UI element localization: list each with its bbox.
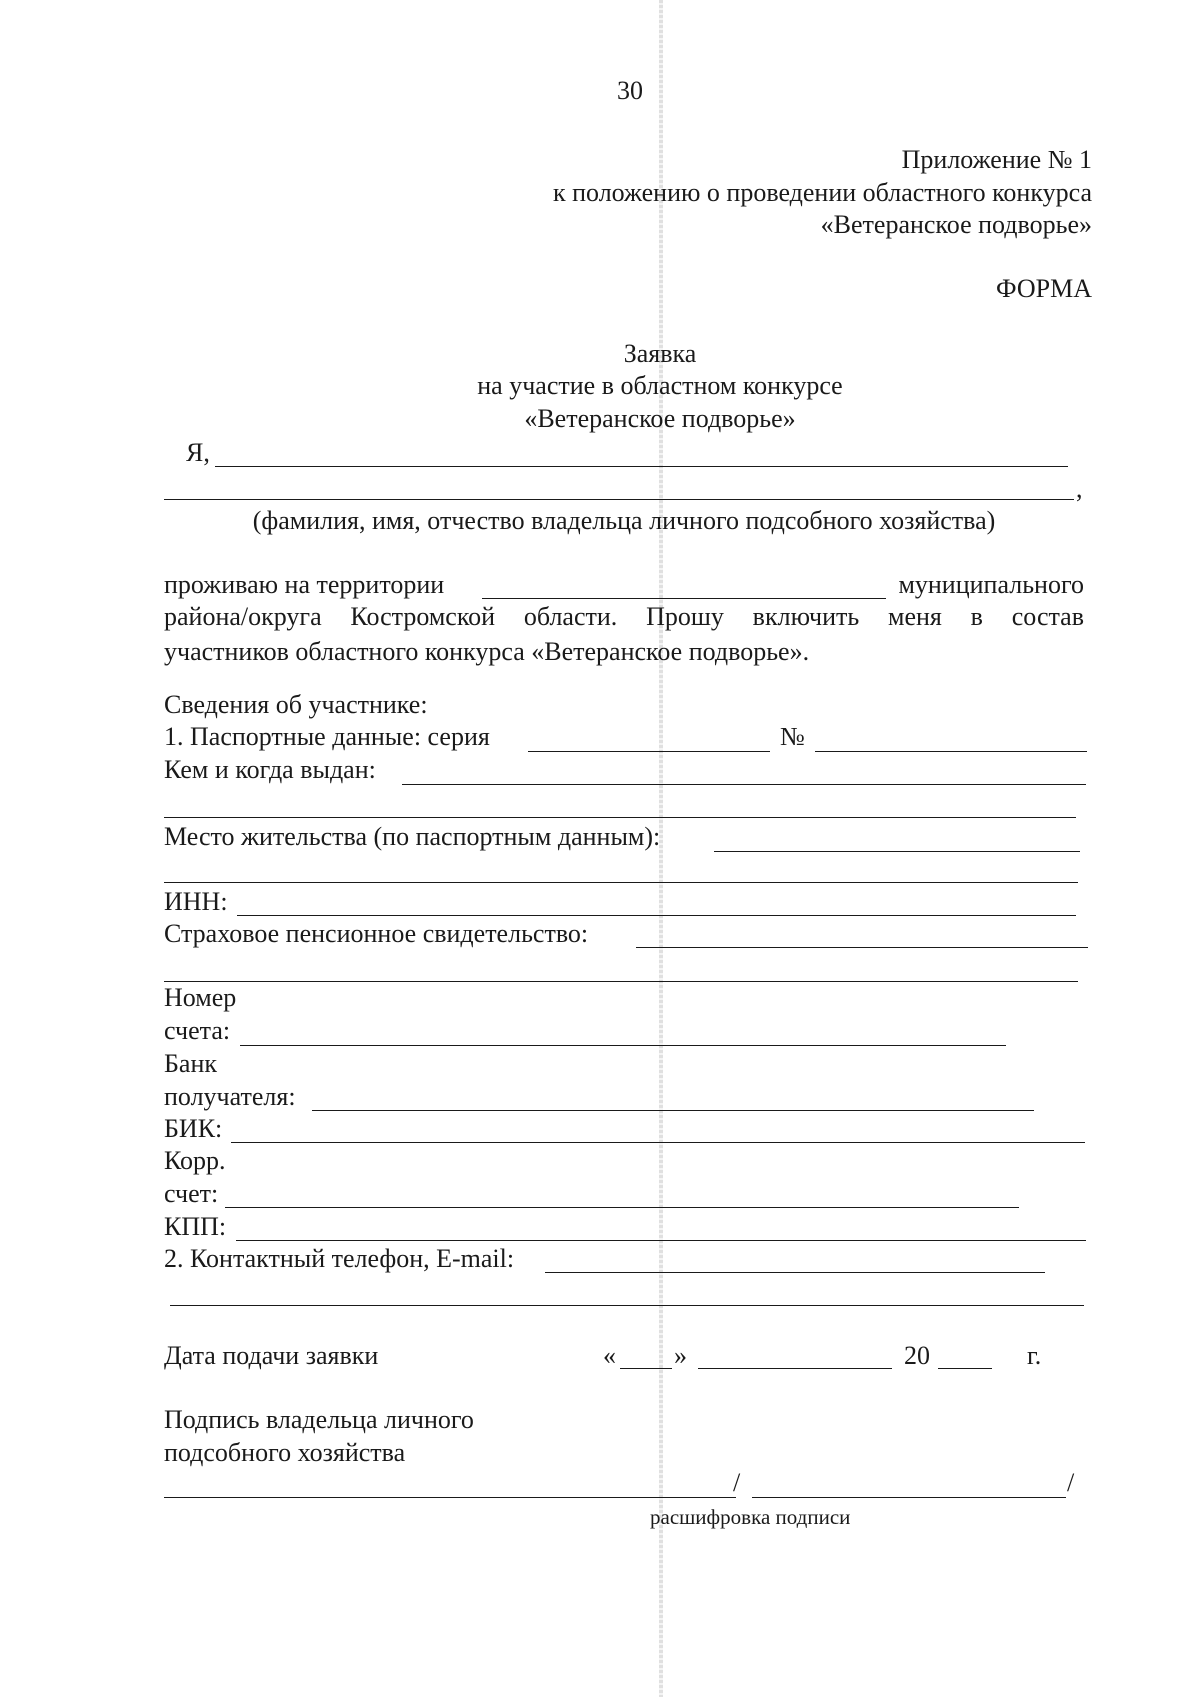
bik-field[interactable] [231,1142,1085,1143]
residence-line-1-end: муниципального [898,570,1084,599]
appendix-line-2: к положению о проведении областного конкурса [552,178,1092,207]
address-label: Место жительства (по паспортным данным): [164,822,661,851]
corr-label-2: счет: [164,1179,219,1208]
issued-label: Кем и когда выдан: [164,755,376,784]
account-label-2: счета: [164,1016,231,1045]
date-year-suffix: г. [1027,1341,1042,1370]
signature-label-2: подсобного хозяйства [164,1438,406,1467]
passport-number-field[interactable] [815,751,1087,752]
page-number: 30 [617,76,643,105]
issued-field[interactable] [402,784,1086,785]
address-field-cont[interactable] [164,882,1078,883]
account-label-1: Номер [164,983,237,1012]
form-label: ФОРМА [996,274,1092,303]
residence-line-1-start: проживаю на территории [164,570,445,599]
applicant-name-field-cont[interactable] [164,499,1074,500]
kpp-label: КПП: [164,1212,227,1241]
inn-field[interactable] [237,915,1076,916]
title-line-1: Заявка [623,339,697,368]
date-month-field[interactable] [698,1368,892,1369]
address-field[interactable] [714,851,1080,852]
corr-account-field[interactable] [225,1207,1019,1208]
signature-field[interactable] [164,1497,736,1498]
signature-slash-2: / [1067,1468,1075,1497]
contact-field-cont[interactable] [170,1305,1084,1306]
residence-line-2: района/округа Костромской области. Прошу включить меня в состав [164,602,1084,631]
snils-label: Страховое пенсионное свидетельство: [164,919,589,948]
inn-label: ИНН: [164,887,228,916]
bank-field[interactable] [312,1110,1034,1111]
date-day-field[interactable] [620,1368,672,1369]
title-line-2: на участие в областном конкурсе [477,371,843,400]
title-line-3: «Ветеранское подворье» [524,404,796,433]
bank-label-1: Банк [164,1049,218,1078]
corr-label-1: Корр. [164,1146,226,1175]
bank-label-2: получателя: [164,1082,296,1111]
kpp-field[interactable] [236,1240,1086,1241]
signature-label-1: Подпись владельца личного [164,1405,474,1434]
snils-field-cont[interactable] [164,981,1078,982]
applicant-prefix: Я, [186,438,210,467]
account-number-field[interactable] [240,1045,1006,1046]
appendix-line-1: Приложение № 1 [901,145,1092,174]
passport-label: 1. Паспортные данные: серия [164,722,490,751]
number-sign: № [780,722,805,751]
date-year-field[interactable] [938,1368,992,1369]
issued-field-cont[interactable] [164,817,1076,818]
bik-label: БИК: [164,1114,223,1143]
date-open-quote: « [603,1341,616,1370]
applicant-comma: , [1076,474,1083,503]
applicant-caption: (фамилия, имя, отчество владельца личного подсобного хозяйства) [252,506,996,535]
contact-field[interactable] [545,1272,1045,1273]
snils-field[interactable] [636,947,1088,948]
date-close-quote: » [674,1341,687,1370]
date-label: Дата подачи заявки [164,1341,379,1370]
appendix-line-3: «Ветеранское подворье» [820,210,1092,239]
applicant-name-field[interactable] [215,466,1068,467]
municipality-field[interactable] [482,598,886,599]
date-year-prefix: 20 [904,1341,930,1370]
signature-decoding-field[interactable] [752,1497,1066,1498]
info-heading: Сведения об участнике: [164,690,428,719]
passport-series-field[interactable] [528,751,770,752]
signature-caption: расшифровка подписи [650,1505,851,1529]
signature-slash-1: / [733,1468,741,1497]
residence-line-3: участников областного конкурса «Ветеранское подворье». [164,637,810,666]
contact-label: 2. Контактный телефон, E-mail: [164,1244,515,1273]
